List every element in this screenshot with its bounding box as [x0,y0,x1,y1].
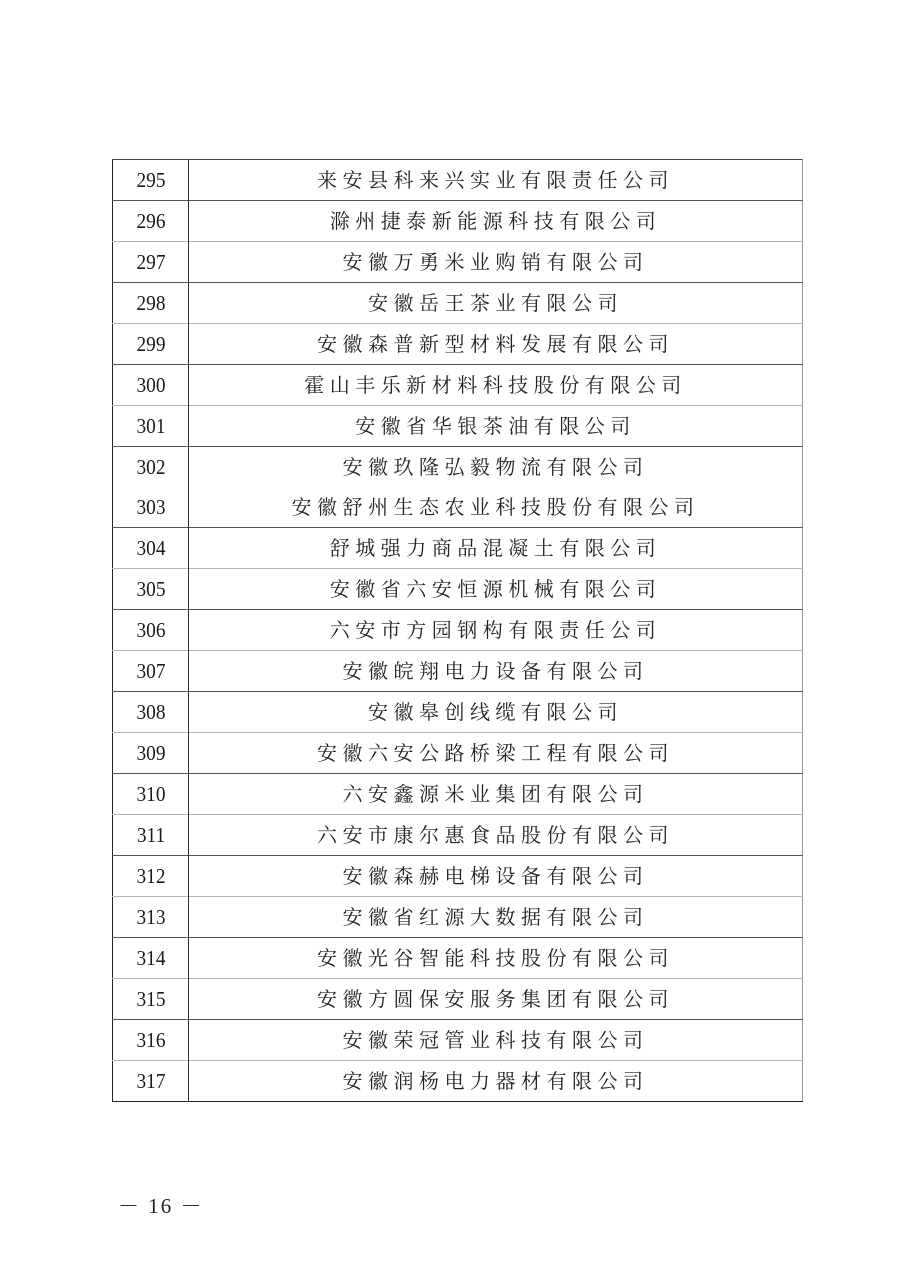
table-row [113,651,803,692]
table-row [113,283,803,324]
company-name-cell: 安徽森赫电梯设备有限公司 [189,856,803,897]
company-name-cell: 安徽省红源大数据有限公司 [189,897,803,938]
row-number-cell: 314 [116,938,186,979]
company-list-table [112,159,803,1102]
company-name-cell: 来安县科来兴实业有限责任公司 [317,168,674,192]
table-row [113,733,803,774]
company-name-cell: 安徽省六安恒源机械有限公司 [189,569,803,610]
row-number-cell: 317 [116,1061,186,1102]
company-name-cell: 滁州捷泰新能源科技有限公司 [189,201,803,242]
row-number-cell: 311 [116,815,186,856]
table-row [113,610,803,651]
row-number-cell: 299 [116,324,186,365]
table-row [113,528,803,569]
table-row [113,365,803,406]
company-name-cell: 霍山丰乐新材料科技股份有限公司 [189,365,803,406]
company-name-cell: 安徽岳王茶业有限公司 [189,283,803,324]
table-row [113,938,803,979]
table-row [113,979,803,1020]
page-number: － 16 － [118,1194,204,1218]
table-row [113,447,803,488]
table-row [113,1061,803,1102]
row-number-cell: 301 [116,406,186,447]
table-row [113,242,803,283]
row-number-cell: 298 [116,283,186,324]
company-name-cell: 安徽光谷智能科技股份有限公司 [189,938,803,979]
row-number-cell: 313 [116,897,186,938]
company-name-cell: 安徽省华银茶油有限公司 [189,406,803,447]
table-row [113,1020,803,1061]
row-number-cell: 302 [116,447,186,488]
company-name-cell: 安徽舒州生态农业科技股份有限公司 [291,495,700,519]
company-name-cell: 六安市康尔惠食品股份有限公司 [189,815,803,856]
table-row [113,897,803,938]
row-number-cell: 308 [116,692,186,733]
company-name-cell: 安徽六安公路桥梁工程有限公司 [189,733,803,774]
row-number-cell: 303 [116,487,186,528]
table-row [113,201,803,242]
row-number-cell: 306 [116,610,186,651]
table-row [113,856,803,897]
row-number-cell: 307 [116,651,186,692]
table-row [113,569,803,610]
row-number-cell: 316 [116,1020,186,1061]
company-name-cell: 安徽森普新型材料发展有限公司 [189,324,803,365]
company-name-cell: 安徽皖翔电力设备有限公司 [189,651,803,692]
table-row [113,160,803,201]
table-row [113,692,803,733]
row-number-cell: 297 [116,242,186,283]
row-number-cell: 300 [116,365,186,406]
row-number-cell: 304 [116,528,186,569]
row-number-cell: 295 [116,160,186,201]
company-name-cell: 安徽万勇米业购销有限公司 [189,242,803,283]
company-name-cell: 安徽荣冠管业科技有限公司 [189,1020,803,1061]
row-number-cell: 310 [116,774,186,815]
table-row [113,774,803,815]
table-row [113,406,803,447]
table-row [113,487,803,528]
company-name-cell: 舒城强力商品混凝土有限公司 [189,528,803,569]
row-number-cell: 296 [116,201,186,242]
table-row [113,815,803,856]
company-name-cell: 安徽润杨电力器材有限公司 [189,1061,803,1102]
row-number-cell: 305 [116,569,186,610]
table-row [113,324,803,365]
row-number-cell: 315 [116,979,186,1020]
row-number-cell: 312 [116,856,186,897]
company-name-cell: 安徽玖隆弘毅物流有限公司 [189,447,803,488]
company-name-cell: 六安市方园钢构有限责任公司 [189,610,803,651]
row-number-cell: 309 [116,733,186,774]
company-name-cell: 安徽方圆保安服务集团有限公司 [189,979,803,1020]
company-name-cell: 六安鑫源米业集团有限公司 [189,774,803,815]
table-body [113,160,803,1102]
company-name-cell: 安徽皋创线缆有限公司 [189,692,803,733]
